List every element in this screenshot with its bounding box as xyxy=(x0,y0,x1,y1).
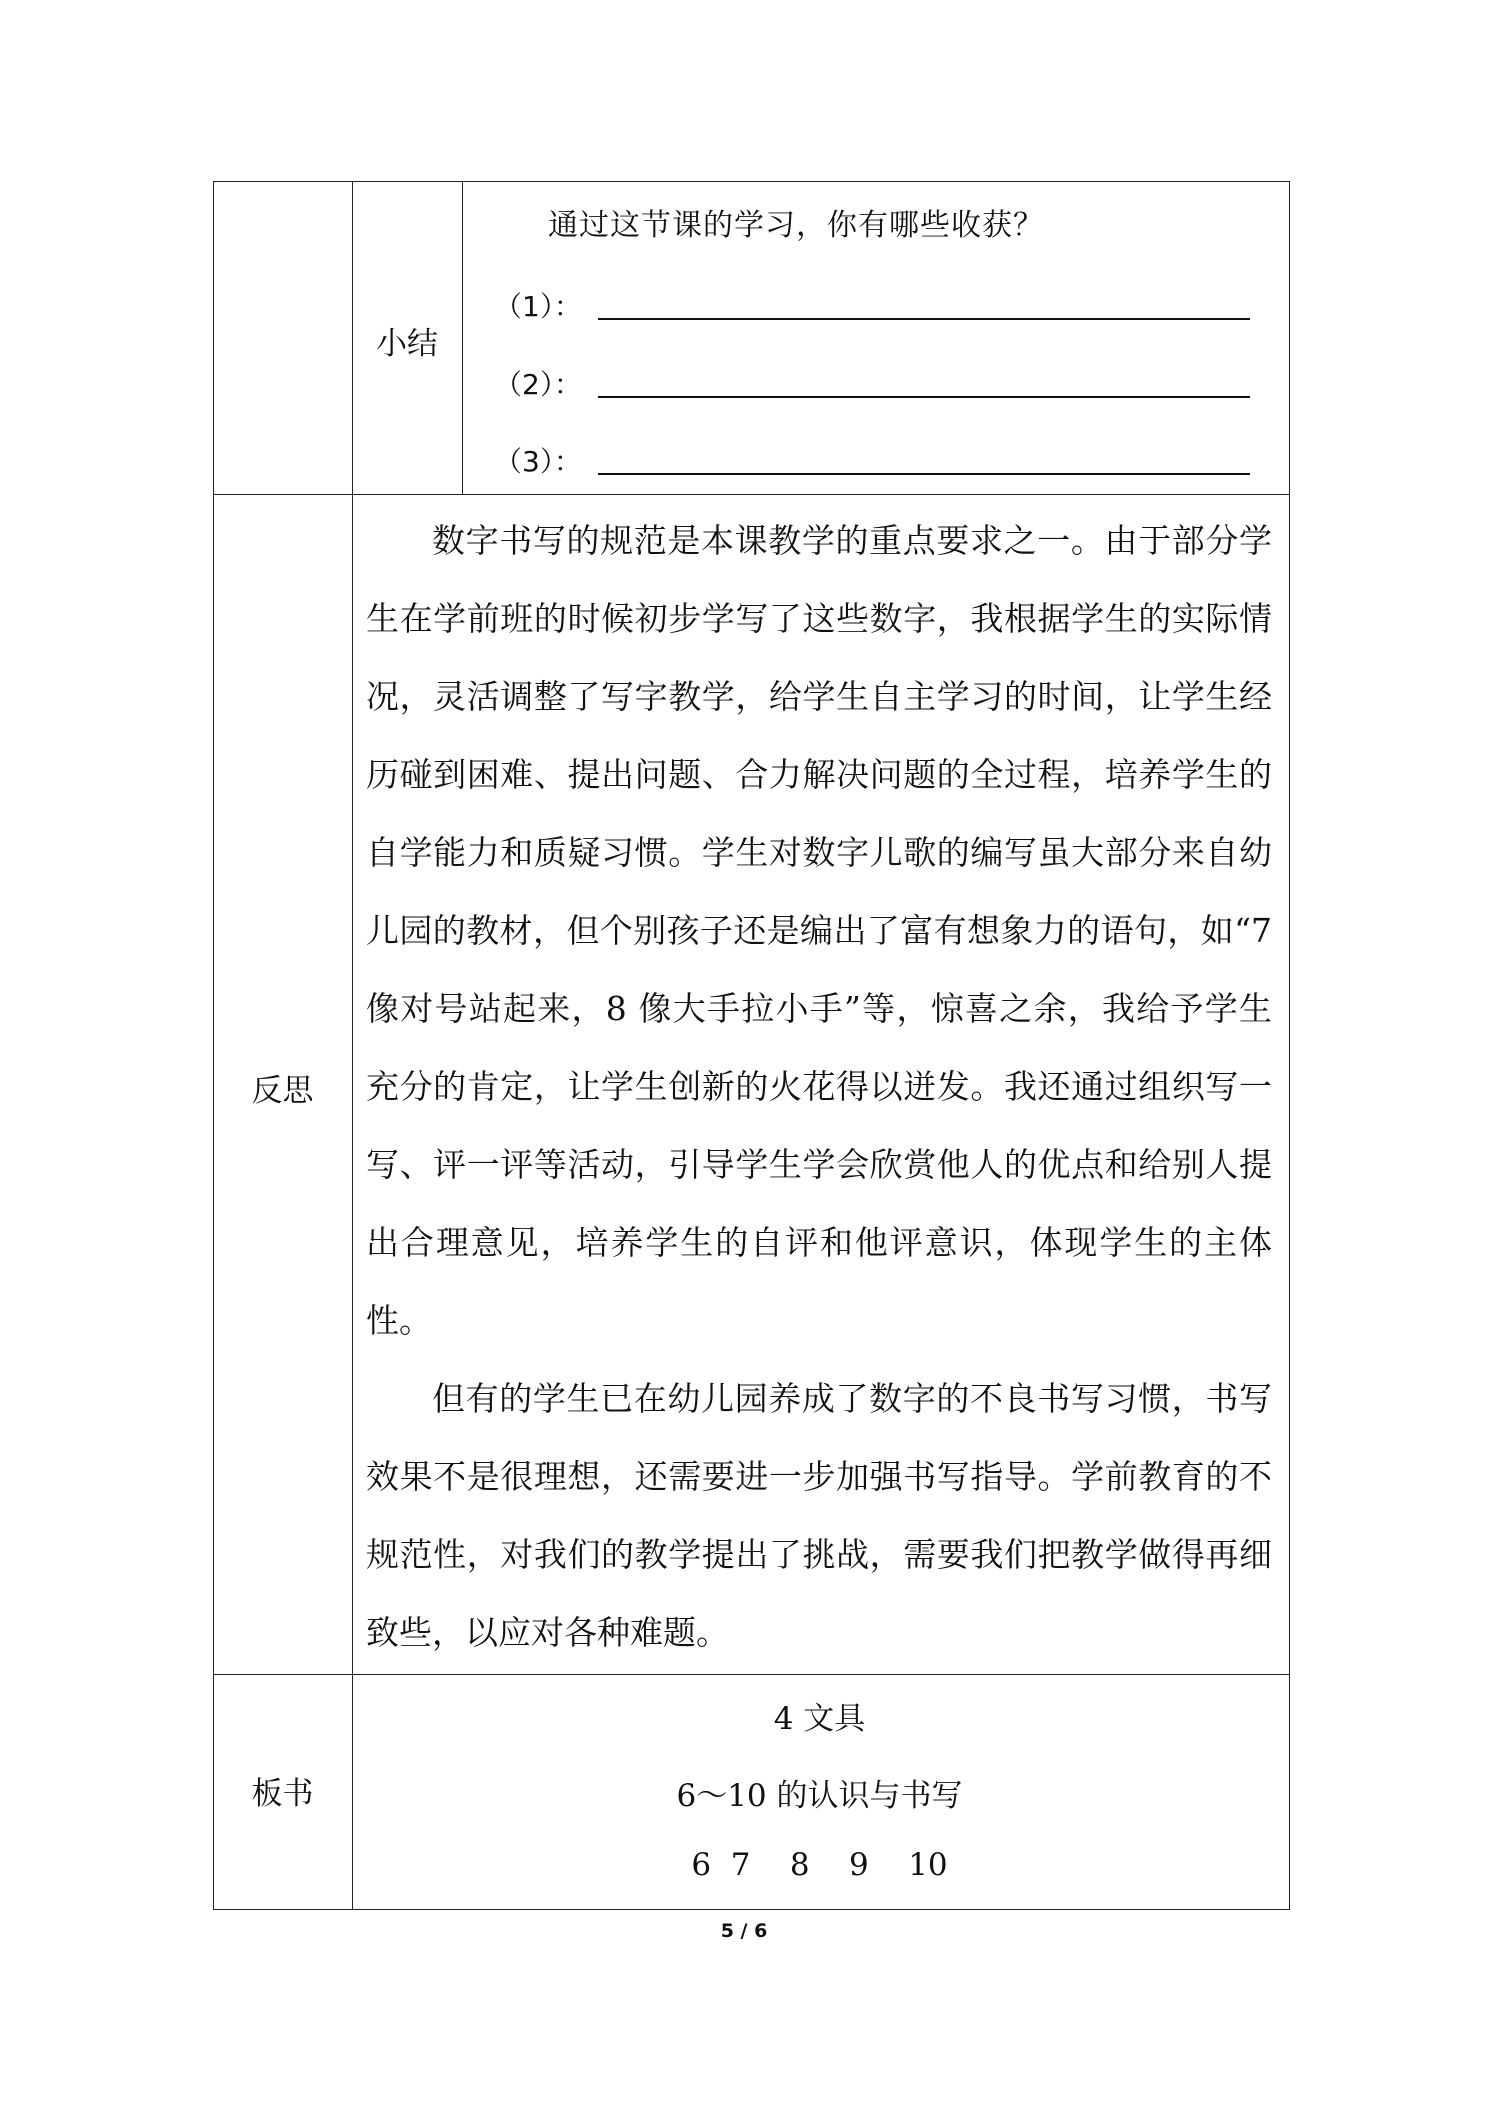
reflection-label: 反思 xyxy=(251,1073,314,1109)
summary-label: 小结 xyxy=(376,326,438,362)
summary-blank-1 xyxy=(494,285,586,325)
blackboard-label: 板书 xyxy=(251,1776,314,1812)
reflection-paragraph-1: 数字书写的规范是本课教学的重点要求之一。由于部分学生在学前班的时候初步学写了这些数字，我根据学生的实际情况，灵活调整了写字教学，给学生自主学习的时间，让学生经历碰到困难、提出问题、合力解决问题的全过程，培养学生的自学能力和质疑习惯。学生对数字儿歌的编写虽大部分来自幼儿园的教材，但个别孩子还是编出了富有想象力的语句，如“7 像对号站起来，8 像大手拉小手”等，惊喜之余，我给予学生充分的肯定，让学生创新的火花得以迸发。我还通过组织写一写、评一评等活动，引导学生学会欣赏他人的优点和给别人提出合理意见，培养学生的自评和他评意识，体现学生的主体性。 xyxy=(366,521,1272,1340)
blank-number: （3）： xyxy=(494,445,582,478)
page-number: 5 / 6 xyxy=(720,1920,768,1942)
blank-number: （2）： xyxy=(494,368,582,401)
blackboard-line-3: 6 7 8 9 10 xyxy=(691,1847,948,1883)
column-divider-left xyxy=(352,181,353,1910)
summary-blank-3 xyxy=(494,440,586,480)
summary-question: 通过这节课的学习，你有哪些收获？ xyxy=(548,208,1044,243)
blackboard-line-2: 6～10 的认识与书写 xyxy=(676,1778,963,1814)
blackboard-line-1: 4 文具 xyxy=(773,1701,866,1737)
blank-number: （1）： xyxy=(494,290,582,323)
answer-line-3[interactable] xyxy=(598,473,1250,475)
row-divider-summary xyxy=(213,494,1290,495)
answer-line-1[interactable] xyxy=(598,318,1250,320)
row-divider-reflection xyxy=(213,1674,1290,1675)
column-divider-summary xyxy=(462,181,463,494)
reflection-paragraph-2: 但有的学生已在幼儿园养成了数字的不良书写习惯，书写效果不是很理想，还需要进一步加强书写指导。学前教育的不规范性，对我们的教学提出了挑战，需要我们把教学做得再细致些，以应对各种难题。 xyxy=(366,1379,1272,1652)
answer-line-2[interactable] xyxy=(598,396,1250,398)
summary-blank-2 xyxy=(494,363,586,403)
reflection-text xyxy=(366,502,1272,1672)
